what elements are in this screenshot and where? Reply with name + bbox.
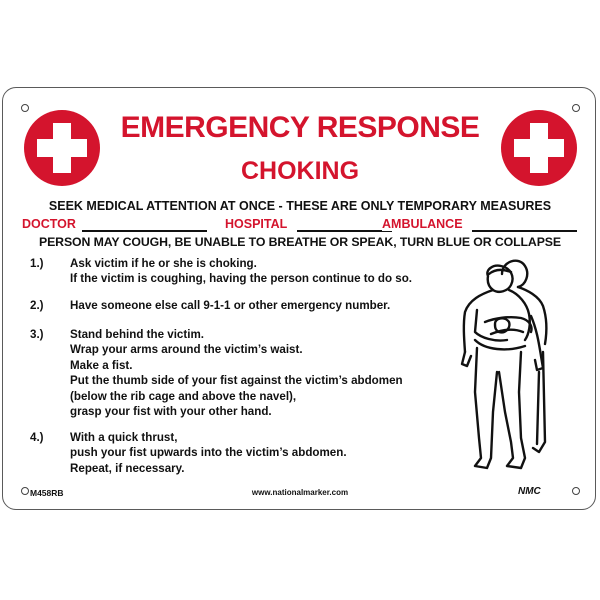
- step-line: With a quick thrust,: [70, 431, 178, 444]
- step-line: Repeat, if necessary.: [70, 461, 185, 475]
- field-line: [82, 230, 207, 232]
- step-line: Stand behind the victim.: [70, 328, 204, 341]
- step-number: 3.): [30, 328, 44, 341]
- step-line: Wrap your arms around the victim’s waist.: [70, 343, 303, 357]
- warning-text: PERSON MAY COUGH, BE UNABLE TO BREATHE OR SPEAK, TURN BLUE OR COLLAPSE: [38, 235, 562, 249]
- contact-fields: [22, 217, 577, 233]
- step-line: Make a fist.: [70, 358, 133, 372]
- step-line: Have someone else call 9-1-1 or other emergency number.: [70, 299, 391, 312]
- website-url: www.nationalmarker.com: [251, 488, 349, 497]
- heimlich-figure-icon: [455, 252, 555, 480]
- product-code: M458RB: [30, 488, 64, 498]
- step-line: Put the thumb side of your fist against the victim’s abdomen: [70, 374, 403, 388]
- step-number: 1.): [30, 257, 44, 270]
- field-ambulance: AMBULANCE: [382, 217, 466, 231]
- brand-logo: NMC: [518, 486, 541, 497]
- field-line: [472, 230, 577, 232]
- step-line: If the victim is coughing, having the person continue to do so.: [70, 272, 413, 286]
- field-doctor: DOCTOR: [22, 217, 79, 231]
- sign-subtitle: CHOKING: [240, 157, 360, 185]
- step-number: 2.): [30, 299, 44, 312]
- step-number: 4.): [30, 431, 44, 444]
- sign-title: EMERGENCY RESPONSE: [120, 111, 480, 144]
- notice-text: SEEK MEDICAL ATTENTION AT ONCE - THESE ARE ONLY TEMPORARY MEASURES: [48, 199, 552, 213]
- field-hospital: HOSPITAL: [225, 217, 290, 231]
- step-line: grasp your fist with your other hand.: [70, 405, 272, 419]
- step-line: push your fist upwards into the victim’s abdomen.: [70, 446, 347, 460]
- step-line: Ask victim if he or she is choking.: [70, 257, 257, 270]
- step-line: (below the rib cage and above the navel),: [70, 389, 297, 403]
- field-line: [297, 230, 392, 232]
